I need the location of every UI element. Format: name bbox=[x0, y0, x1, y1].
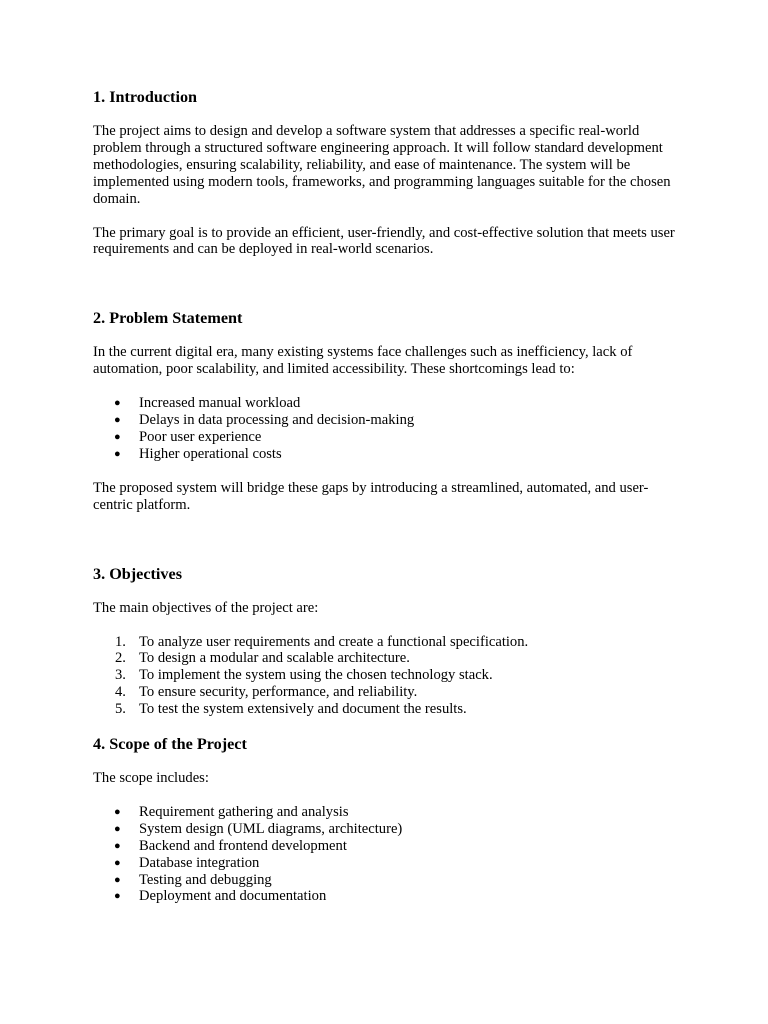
list-item-text: To analyze user requirements and create a functional specification. bbox=[139, 633, 529, 650]
list-item bbox=[93, 888, 683, 905]
list-item bbox=[93, 701, 683, 718]
scope-bullet-list bbox=[93, 804, 683, 905]
introduction-paragraph-1: The project aims to design and develop a software system that addresses a specific real-world problem through a structured software engineering approach. It will follow standard development methodologies, ensuring scalability, reliability, and ease of maintenance. The system will be implemented using modern tools, frameworks, and programming languages suitable for the chosen domain. bbox=[93, 123, 671, 207]
section-heading-introduction: 1. Introduction bbox=[93, 88, 198, 106]
bullet-icon: ● bbox=[114, 890, 121, 903]
list-item bbox=[93, 684, 683, 701]
list-number: 4. bbox=[115, 684, 126, 701]
list-item bbox=[93, 855, 683, 872]
list-item-text: Deployment and documentation bbox=[139, 888, 327, 905]
list-item bbox=[93, 650, 683, 667]
list-item bbox=[93, 821, 683, 838]
bullet-icon: ● bbox=[114, 856, 121, 869]
bullet-icon: ● bbox=[114, 839, 121, 852]
list-item-text: Poor user experience bbox=[139, 428, 262, 445]
list-item-text: Increased manual workload bbox=[139, 395, 301, 412]
document-page bbox=[93, 88, 683, 905]
list-item-text: To design a modular and scalable architecture. bbox=[139, 650, 410, 667]
objectives-intro: The main objectives of the project are: bbox=[93, 599, 319, 616]
problem-statement-intro: In the current digital era, many existing systems face challenges such as inefficiency, lack of automation, poor scalability, and limited accessibility. These shortcomings lead to: bbox=[93, 344, 633, 378]
section-heading-objectives: 3. Objectives bbox=[93, 564, 183, 583]
bullet-icon: ● bbox=[114, 430, 121, 443]
scope-intro: The scope includes: bbox=[93, 770, 209, 787]
list-item-text: Backend and frontend development bbox=[139, 837, 347, 854]
list-item bbox=[93, 667, 683, 684]
problem-statement-bullet-list bbox=[93, 395, 683, 463]
list-item bbox=[93, 395, 683, 412]
list-item-text: To test the system extensively and document the results. bbox=[139, 701, 467, 718]
section-heading-scope: 4. Scope of the Project bbox=[93, 735, 247, 754]
bullet-icon: ● bbox=[114, 805, 121, 818]
list-item bbox=[93, 412, 683, 429]
list-item-text: Testing and debugging bbox=[139, 871, 272, 888]
list-item-text: Delays in data processing and decision-making bbox=[139, 412, 415, 429]
bullet-icon: ● bbox=[114, 822, 121, 835]
list-item-text: Database integration bbox=[139, 854, 260, 871]
bullet-icon: ● bbox=[114, 873, 121, 886]
list-item bbox=[93, 838, 683, 855]
bullet-icon: ● bbox=[114, 447, 121, 460]
list-number: 1. bbox=[115, 633, 126, 650]
list-item-text: System design (UML diagrams, architecture) bbox=[139, 820, 403, 837]
list-item-text: To ensure security, performance, and reliability. bbox=[139, 684, 418, 701]
list-number: 3. bbox=[115, 667, 126, 684]
list-number: 2. bbox=[115, 650, 126, 667]
introduction-paragraph-2: The primary goal is to provide an efficient, user-friendly, and cost-effective solution that meets user requirements and can be deployed in real-world scenarios. bbox=[93, 224, 675, 258]
problem-statement-outro: The proposed system will bridge these gaps by introducing a streamlined, automated, and user-centric platform. bbox=[93, 479, 649, 513]
list-item-text: To implement the system using the chosen technology stack. bbox=[139, 667, 493, 684]
list-item bbox=[93, 872, 683, 889]
objectives-numbered-list bbox=[93, 634, 683, 719]
section-heading-problem-statement: 2. Problem Statement bbox=[93, 309, 243, 328]
list-number: 5. bbox=[115, 701, 126, 718]
list-item bbox=[93, 446, 683, 463]
list-item-text: Higher operational costs bbox=[139, 445, 282, 462]
list-item bbox=[93, 634, 683, 651]
list-item bbox=[93, 804, 683, 821]
bullet-icon: ● bbox=[114, 397, 121, 410]
bullet-icon: ● bbox=[114, 414, 121, 427]
list-item bbox=[93, 429, 683, 446]
list-item-text: Requirement gathering and analysis bbox=[139, 803, 349, 820]
